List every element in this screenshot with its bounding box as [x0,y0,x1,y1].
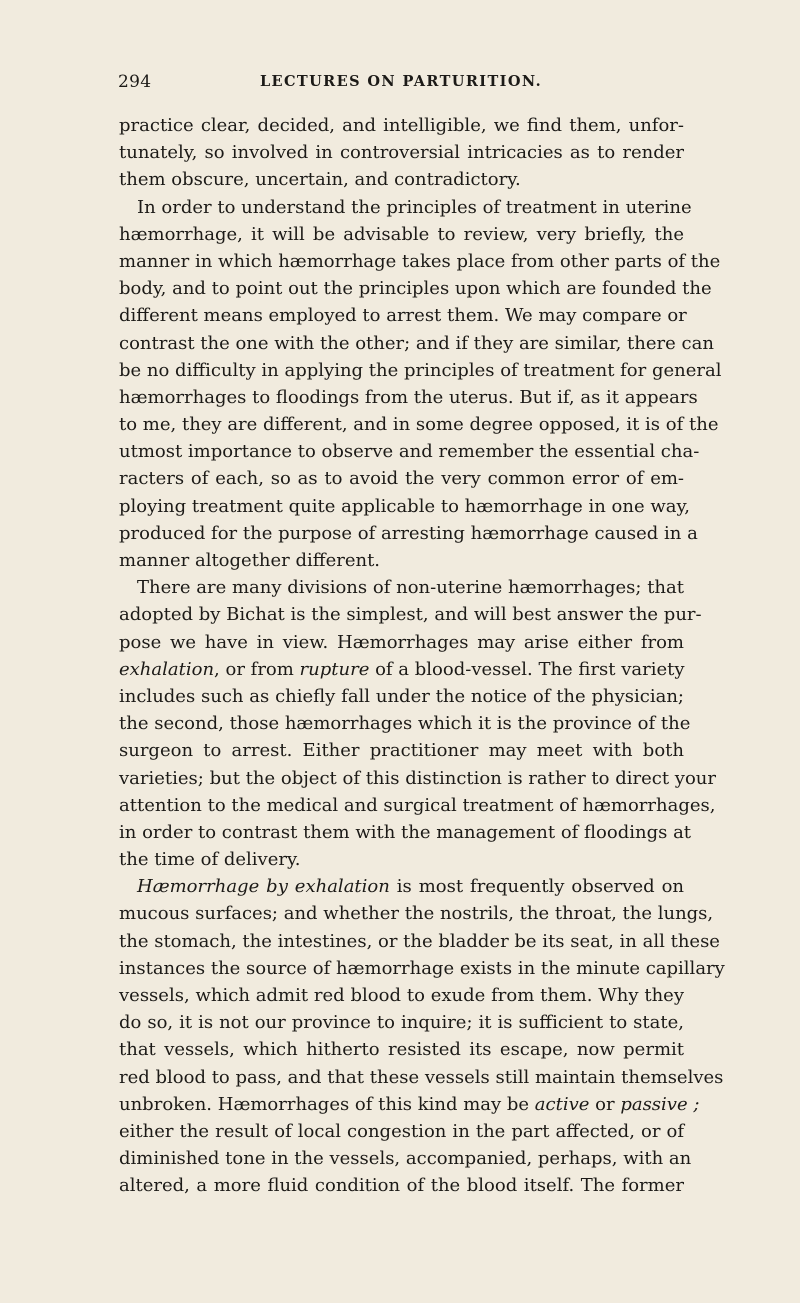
text-line: adopted by Bichat is the simplest, and will best answer the pur- [119,604,702,626]
text-line: that vessels, which hitherto resisted its escape, now permit [119,1039,684,1061]
text-span: of a blood-vessel. The first variety [369,658,685,680]
italic-text: Hæmorrhage by exhalation [137,876,390,898]
text-line: ploying treatment quite applicable to hæmorrhage in one way, [119,495,690,517]
text-line: tunately, so involved in controversial intricacies as to render [119,142,684,164]
text-line: pose we have in view. Hæmorrhages may arise either from [119,631,684,653]
text-line [119,873,684,900]
text-line: surgeon to arrest. Either practitioner may meet with both [119,740,684,762]
italic-text: passive ; [620,1093,700,1115]
text-line: either the result of local congestion in the part affected, or of [119,1120,684,1142]
text-line: mucous surfaces; and whether the nostrils, the throat, the lungs, [119,903,714,925]
text-line: red blood to pass, and that these vessels still maintain themselves [119,1066,724,1088]
body-text [119,112,725,1200]
italic-text: active [534,1093,590,1115]
text-line: different means employed to arrest them. We may compare or [119,305,687,327]
text-line: them obscure, uncertain, and contradictory. [119,169,521,191]
text-span: , or from [214,658,300,680]
text-line: In order to understand the principles of treatment in uterine [137,196,692,218]
text-line: manner altogether different. [119,550,381,571]
italic-text: rupture [299,658,370,680]
text-line: in order to contrast them with the management of floodings at [119,821,692,843]
text-line: be no difficulty in applying the principles of treatment for general [119,359,722,381]
text-line: the time of delivery. [119,849,301,871]
text-line: to me, they are different, and in some degree opposed, it is of the [119,414,719,436]
text-span: unbroken. Hæmorrhages of this kind may be [119,1093,535,1115]
text-line: do so, it is not our province to inquire; it is sufficient to state, [119,1012,684,1034]
page-header [118,72,684,98]
text-line: altered, a more fluid condition of the blood itself. The former [119,1175,684,1197]
text-line: There are many divisions of non-uterine hæmorrhages; that [137,577,684,599]
text-line: instances the source of hæmorrhage exists in the minute capillary [119,957,725,979]
text-line: contrast the one with the other; and if they are similar, there can [119,332,714,354]
text-line: utmost importance to observe and remember the essential cha- [119,441,700,463]
text-line: racters of each, so as to avoid the very common error of em- [119,468,684,490]
text-line: vessels, which admit red blood to exude from them. Why they [119,985,684,1006]
running-head: LECTURES ON PARTURITION. [259,73,543,90]
text-line: varieties; but the object of this distinction is rather to direct your [119,767,716,789]
text-line: hæmorrhages to floodings from the uterus. But if, as it appears [119,386,698,408]
text-line [119,656,684,683]
text-line: practice clear, decided, and intelligible, we find them, unfor- [119,115,684,136]
text-line: the stomach, the intestines, or the bladder be its seat, in all these [119,930,720,952]
text-line: hæmorrhage, it will be advisable to review, very briefly, the [119,223,684,245]
text-line: body, and to point out the principles upon which are founded the [119,278,712,300]
text-line: the second, those hæmorrhages which it is the province of the [119,713,691,735]
text-line: diminished tone in the vessels, accompanied, perhaps, with an [119,1148,692,1170]
italic-text: exhalation [119,658,215,680]
text-line: produced for the purpose of arresting hæmorrhage caused in a [119,522,698,544]
text-line [119,1091,700,1118]
text-line: includes such as chiefly fall under the notice of the physician; [119,685,684,707]
text-line: attention to the medical and surgical treatment of hæmorrhages, [119,794,716,816]
text-span: is most frequently observed on [389,876,684,898]
text-line: manner in which hæmorrhage takes place from other parts of the [119,250,721,272]
page-number: 294 [118,72,152,92]
text-span: or [589,1093,621,1115]
